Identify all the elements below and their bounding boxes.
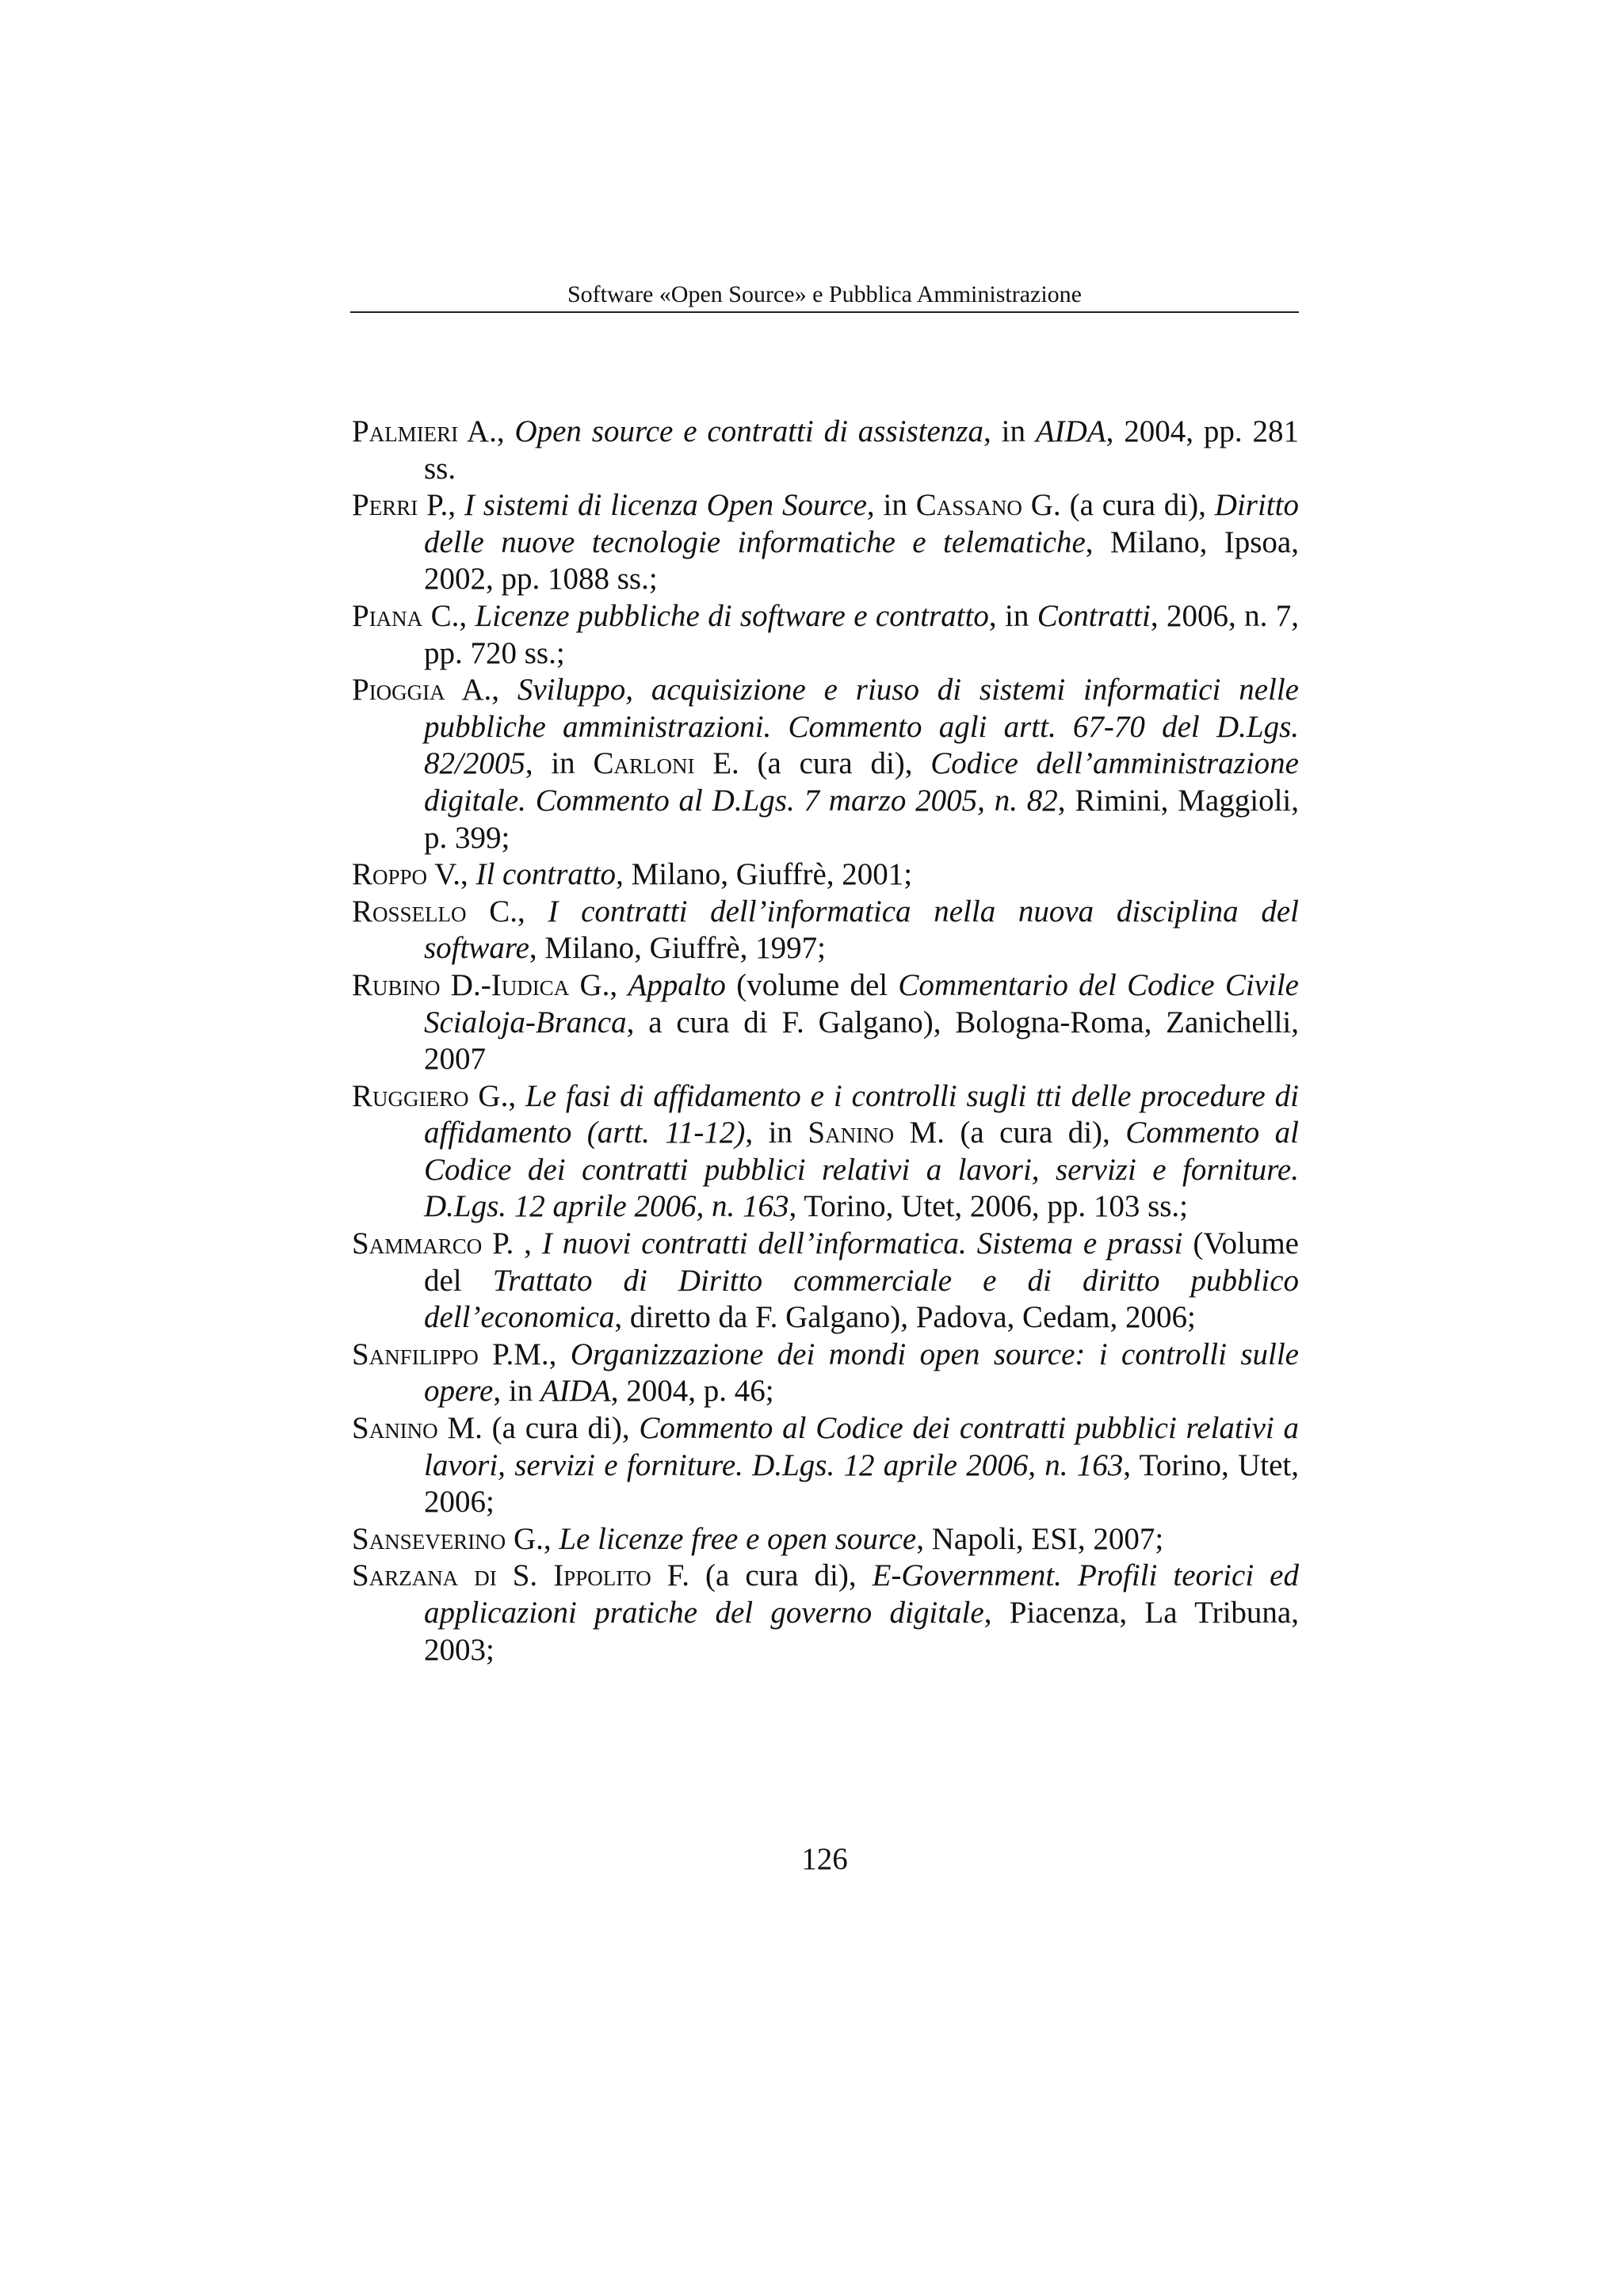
journal-title: AIDA <box>1035 414 1106 448</box>
work-title: Il contratto <box>475 857 617 892</box>
bibliography-entry: Sammarco P. , I nuovi contratti dell’informatica. Sistema e prassi (Volume del Trattato di Diritto commerciale e di diritto pubblico dell’economica, diretto da F. Galgano), Padova, Cedam, 2006; <box>352 1226 1299 1335</box>
author-name: Piana <box>352 598 423 633</box>
author-name: Sanino <box>352 1411 438 1446</box>
work-title: Commento al Codice dei contratti pubblici relativi a lavori, servizi e forniture. D.Lgs. 12 aprile 2006, n. 163 <box>424 1411 1300 1482</box>
author-name: Palmieri <box>352 414 459 448</box>
work-title: I contratti dell’informatica nella nuova disciplina del software <box>424 894 1300 966</box>
book-title: Trattato di Diritto commerciale e di diritto pubblico dell’economica <box>424 1263 1299 1335</box>
author-name: Sanseverino <box>352 1521 506 1556</box>
book-title: Commentario del Codice Civile Scialoja-Branca <box>424 967 1299 1039</box>
work-title: Licenze pubbliche di software e contratto <box>475 598 989 633</box>
bibliography-entry: Rossello C., I contratti dell’informatica nella nuova disciplina del software, Milano, Giuffrè, 1997; <box>352 894 1300 966</box>
author-name: Sanfilippo <box>352 1337 479 1371</box>
header-rule <box>350 311 1299 313</box>
work-title: I sistemi di licenza Open Source <box>464 488 867 523</box>
work-title: Le fasi di affidamento e i controlli sugli tti delle procedure di affidamento (artt. 11-12) <box>424 1078 1299 1150</box>
author-name: Perri <box>352 488 418 523</box>
work-title: Organizzazione dei mondi open source: i controlli sulle opere <box>424 1337 1299 1409</box>
journal-title: Contratti <box>1037 598 1151 633</box>
bibliography-entry: Roppo V., Il contratto, Milano, Giuffrè, 2001; <box>352 857 913 892</box>
author-name: Pioggia <box>352 673 445 707</box>
author-name: Ippolito <box>553 1558 651 1593</box>
author-name: Rubino <box>352 967 441 1002</box>
running-header: Software «Open Source» e Pubblica Amministrazione <box>567 281 1082 307</box>
editor-name: Sanino <box>808 1116 895 1150</box>
bibliography-entry: Ruggiero G., Le fasi di affidamento e i controlli sugli tti delle procedure di affidamento (artt. 11-12), in Sanino M. (a cura di), Commento al Codice dei contratti pubblici relativi a lavori, servizi e forniture. D.Lgs. 12 aprile 2006, n. 163, Torino, Utet, 2006, pp. 103 ss.; <box>352 1078 1300 1224</box>
book-title: Codice dell’amministrazione digitale. Commento al D.Lgs. 7 marzo 2005, n. 82 <box>424 746 1299 818</box>
editor-name: Cassano <box>915 488 1022 523</box>
work-title: Le licenze free e open source <box>559 1521 917 1556</box>
work-title: Open source e contratti di assistenza <box>514 414 983 448</box>
bibliography-entry: Sanino M. (a cura di), Commento al Codice dei contratti pubblici relativi a lavori, servizi e forniture. D.Lgs. 12 aprile 2006, n. 163, Torino, Utet, 2006; <box>352 1411 1300 1520</box>
bibliography-entry: Piana C., Licenze pubbliche di software e contratto, in Contratti, 2006, n. 7, pp. 720 ss.; <box>352 598 1299 670</box>
bibliography-entry: Sarzana di S. Ippolito F. (a cura di), E-Government. Profili teorici ed applicazioni pratiche del governo digitale, Piacenza, La Tribuna, 2003; <box>352 1558 1299 1667</box>
author-name: Iudica <box>491 967 570 1002</box>
bibliography-list <box>352 414 1299 1669</box>
work-title: E-Government. Profili teorici ed applicazioni pratiche del governo digitale <box>424 1558 1299 1630</box>
book-title: Commento al Codice dei contratti pubblici relativi a lavori, servizi e forniture. D.Lgs. 12 aprile 2006, n. 163 <box>424 1116 1300 1224</box>
work-title: Appalto <box>628 967 726 1002</box>
author-name: Sammarco <box>352 1226 483 1261</box>
work-title: Sviluppo, acquisizione e riuso di sistemi informatici nelle pubbliche amministrazioni. Commento agli artt. 67-70 del D.Lgs. 82/2005 <box>424 673 1299 781</box>
author-name: Rossello <box>352 894 467 929</box>
work-title: I nuovi contratti dell’informatica. Sistema e prassi <box>541 1226 1183 1261</box>
bibliography-entry: Perri P., I sistemi di licenza Open Source, in Cassano G. (a cura di), Diritto delle nuove tecnologie informatiche e telematiche, Milano, Ipsoa, 2002, pp. 1088 ss.; <box>352 488 1299 597</box>
bibliography-entry: Sanseverino G., Le licenze free e open source, Napoli, ESI, 2007; <box>352 1521 1164 1556</box>
editor-name: Carloni <box>593 746 695 781</box>
book-title: Diritto delle nuove tecnologie informatiche e telematiche <box>424 488 1299 559</box>
bibliography-entry: Pioggia A., Sviluppo, acquisizione e riuso di sistemi informatici nelle pubbliche amministrazioni. Commento agli artt. 67-70 del D.Lgs. 82/2005, in Carloni E. (a cura di), Codice dell’amministrazione digitale. Commento al D.Lgs. 7 marzo 2005, n. 82, Rimini, Maggioli, p. 399; <box>352 673 1299 855</box>
journal-title: AIDA <box>540 1374 611 1409</box>
author-name: Ruggiero <box>352 1078 469 1113</box>
author-name: Sarzana di <box>352 1558 497 1593</box>
bibliography-entry: Palmieri A., Open source e contratti di assistenza, in AIDA, 2004, pp. 281 ss. <box>352 414 1300 486</box>
page-number: 126 <box>801 1842 848 1876</box>
author-name: Roppo <box>352 857 428 892</box>
bibliography-entry: Sanfilippo P.M., Organizzazione dei mondi open source: i controlli sulle opere, in AIDA, 2004, p. 46; <box>352 1337 1299 1409</box>
bibliography-entry: Rubino D.-Iudica G., Appalto (volume del Commentario del Codice Civile Scialoja-Branca, a cura di F. Galgano), Bologna-Roma, Zanichelli, 2007 <box>352 967 1299 1077</box>
